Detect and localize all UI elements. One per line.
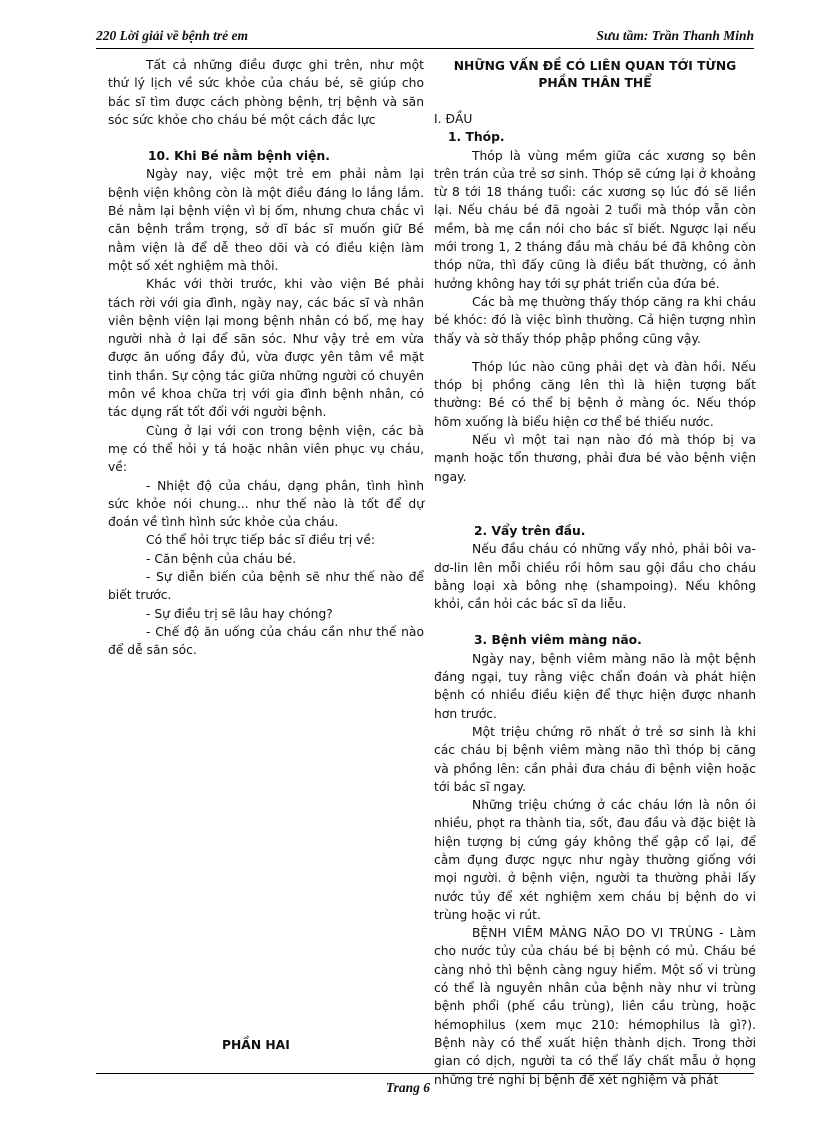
header-rule [96, 48, 754, 49]
section-title: 10. Khi Bé nằm bệnh viện. [148, 149, 330, 164]
header-book-title: 220 Lời giải về bệnh trẻ em [96, 28, 248, 43]
subsection-title: 2. Vẩy trên đầu. [474, 523, 586, 538]
paragraph: Khác với thời trước, khi vào viện Bé phải tách rời với gia đình, ngày nay, các bác sĩ và nhân viên bệnh viện lại mong bệnh nhân có bố, mẹ hay người nhà ở lại để săn sóc. Như vậy trẻ em vừa được ăn uống đầy đủ, vừa được yên tâm về mặt tinh thần. Sự cộng tác giữa những người có chuyên môn về khoa chữa trị với gia đình bệnh nhân, có tác dụng rất tốt đối với người bệnh. [108, 277, 424, 420]
page-header [96, 26, 754, 46]
paragraph: Những triệu chứng ở các cháu lớn là nôn ói nhiều, phọt ra thành tia, sốt, đau đầu và đặc biệt là hiện tượng bị cứng gáy không thể gập cổ lại, để cằm đụng được ngực như ngày thường giống với mọi người. ở bệnh viện, người ta thường phải lấy nước tủy để xét nghiệm xem cháu bị bệnh do vi trùng hoặc vi rút. [434, 798, 756, 922]
paragraph: Cùng ở lại với con trong bệnh viện, các bà mẹ có thể hỏi y tá hoặc nhân viên phục vụ cháu, về: [108, 423, 424, 475]
left-column [108, 56, 424, 660]
subsection-title: 3. Bệnh viêm màng não. [474, 633, 642, 648]
subsection-title: 1. Thóp. [448, 130, 505, 145]
paragraph: Các bà mẹ thường thấy thóp căng ra khi cháu bé khóc: đó là việc bình thường. Cả hiện tượng nhìn thấy và sờ thấy thóp phập phồng cũng vậy. [434, 294, 756, 346]
paragraph: Có thể hỏi trực tiếp bác sĩ điều trị về: [146, 533, 376, 548]
paragraph: Thóp lúc nào cũng phải dẹt và đàn hồi. Nếu thóp bị phồng căng lên thì là hiện tượng bất thường: Bé có thể bị bệnh ở màng óc. Nếu thóp hõm xuống là biểu hiện cơ thể bé thiếu nước. [434, 359, 756, 429]
list-item: - Sự diễn biến của bệnh sẽ như thế nào để biết trước. [108, 570, 424, 603]
paragraph: Thóp là vùng mềm giữa các xương sọ bên trên trán của trẻ sơ sinh. Thóp sẽ cứng lại ở khoảng từ 8 tới 18 tháng tuổi: các xương sọ lúc đó sẽ liền lại. Nếu cháu bé đã ngoài 2 tuổi mà thóp vẫn còn mềm, bà mẹ cần nói cho bác sĩ biết. Ngược lại nếu mới trong 1, 2 tháng đầu mà cháu bé đã không còn thóp nữa, thì đấy cũng là điều bất thường, có ảnh hưởng không hay tới sự phát triển của đứa bé. [434, 148, 756, 291]
header-author: Sưu tầm: Trần Thanh Minh [596, 28, 754, 43]
footer-rule [96, 1073, 754, 1074]
paragraph: Nếu vì một tai nạn nào đó mà thóp bị va mạnh hoặc tổn thương, phải đưa bé vào bệnh viện ngay. [434, 433, 756, 484]
paragraph: BỆNH VIÊM MÀNG NÃO DO VI TRÙNG - Làm cho nước tủy của cháu bé bị bệnh có mủ. Cháu bé càng nhỏ thì bệnh càng nguy hiểm. Một số vi trùng có thể là nguyên nhân của bệnh này như vi trùng bệnh phổi (phế cầu trùng), liên cầu trùng, hoặc hémophilus (xem mục 210: hémophilus là gì?). Bệnh này có thể xuất hiện thành dịch. Trong thời gian có dịch, người ta có thể lấy chất mẫu ở họng những trẻ nghi bị bệnh để xét nghiệm và phát [434, 926, 756, 1087]
section-heading: I. ĐẦU [434, 112, 473, 126]
intro-paragraph: Tất cả những điều được ghi trên, như một thứ lý lịch về sức khỏe của cháu bé, sẽ giúp cho bác sĩ tìm được cách phòng bệnh, trị bệnh và săn sóc sức khỏe cho cháu bé một cách đắc lực [108, 58, 424, 127]
paragraph: Nếu đầu cháu có những vẩy nhỏ, phải bôi va-dơ-lin lên mỗi chiều rồi hôm sau gội đầu cho cháu bằng loại xà bông nhẹ (shampoing). Nếu không khỏi, cần hỏi các bác sĩ da liễu. [434, 542, 756, 612]
paragraph: Ngày nay, việc một trẻ em phải nằm lại bệnh viện không còn là một điều đáng lo lắng lắm. Bé nằm lại bệnh viện vì bị ốm, nhưng chưa chắc vì căn bệnh trầm trọng, sở dĩ bác sĩ muốn giữ Bé nằm viện là để dễ theo dõi và có điều kiện làm một số xét nghiệm mà thôi. [108, 167, 424, 273]
list-item: - Căn bệnh của cháu bé. [146, 551, 297, 566]
part-two-heading: PHẦN HAI [222, 1038, 290, 1052]
list-item: - Chế độ ăn uống của cháu cần như thế nào để dễ săn sóc. [108, 624, 424, 658]
page-number: Trang 6 [385, 1080, 431, 1095]
paragraph: Ngày nay, bệnh viêm màng não là một bệnh đáng ngại, tuy rằng việc chẩn đoán và phát hiện bệnh có nhiều điều kiện để thực hiện được nhanh hơn trước. [434, 651, 756, 721]
paragraph: Một triệu chứng rõ nhất ở trẻ sơ sinh là khi các cháu bị bệnh viêm màng não thì thóp bị căng và phồng lên: cần phải đưa cháu đi bệnh viện hoặc tới bác sĩ ngay. [434, 724, 756, 794]
list-item: - Sự điều trị sẽ lâu hay chóng? [146, 606, 333, 621]
right-column [434, 56, 756, 1089]
chapter-title: NHỮNG VẤN ĐỀ CÓ LIÊN QUAN TỚI TỪNG PHẦN THÂN THỂ [453, 59, 737, 90]
list-item: - Nhiệt độ của cháu, dạng phân, tình hình sức khỏe nói chung... như thế nào là tốt để dự đoán về tình hình sức khỏe của cháu. [108, 478, 424, 530]
